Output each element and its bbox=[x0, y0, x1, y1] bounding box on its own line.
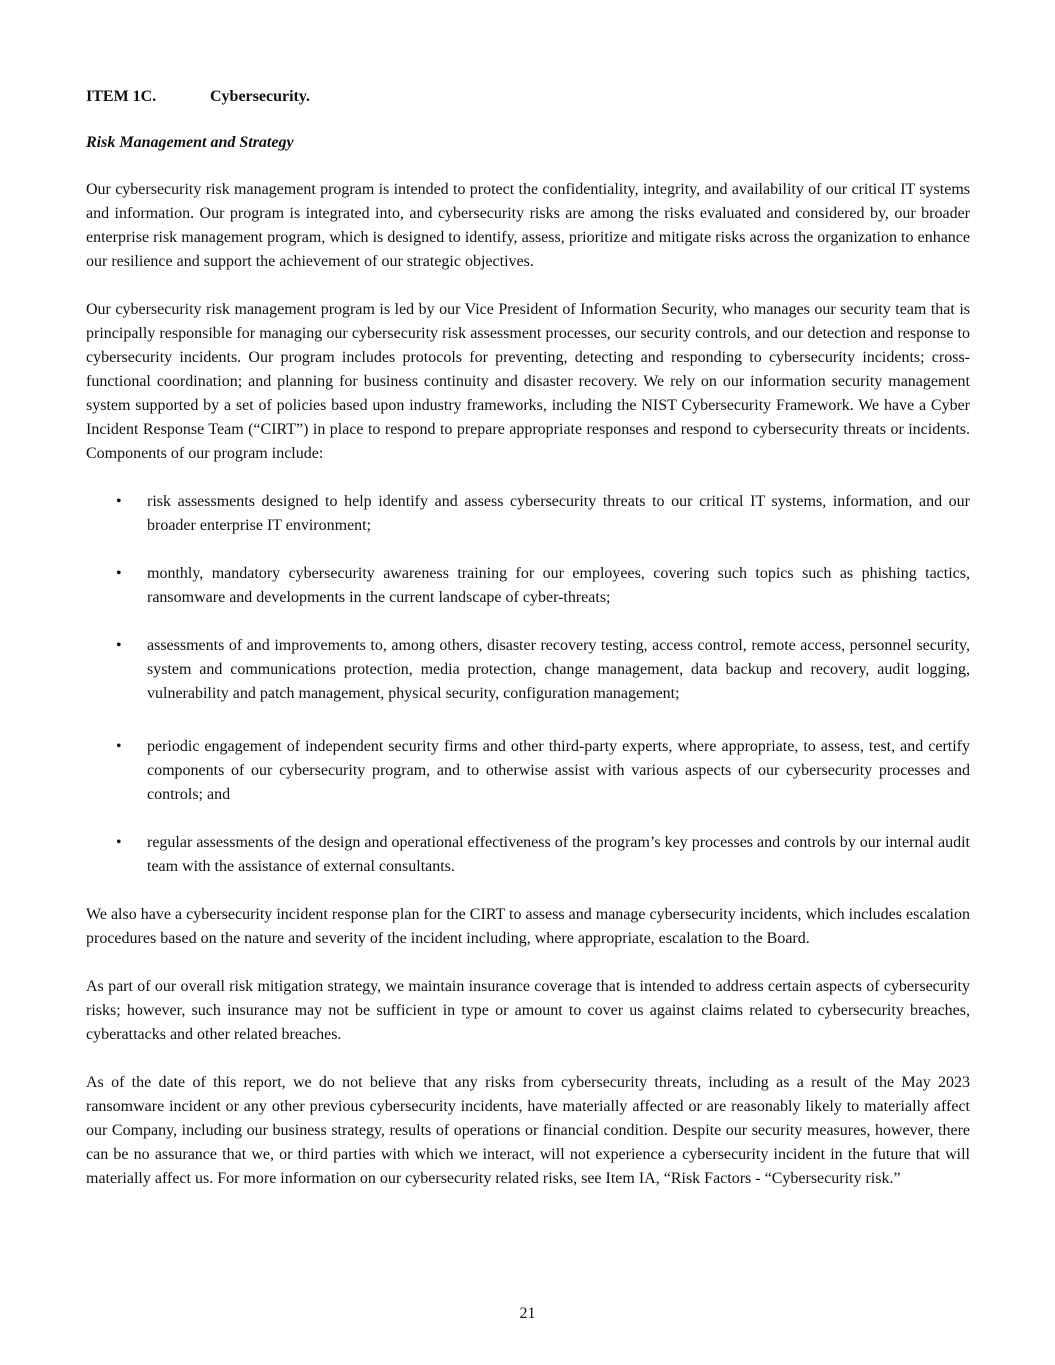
bullet-icon: • bbox=[116, 493, 122, 510]
list-item bbox=[86, 634, 970, 706]
bullet-icon: • bbox=[116, 565, 122, 582]
list-item-text: regular assessments of the design and operational effectiveness of the program’s key processes and controls by our internal audit team with the assistance of external consultants. bbox=[147, 834, 970, 875]
bullet-icon: • bbox=[116, 738, 122, 755]
paragraph: As part of our overall risk mitigation strategy, we maintain insurance coverage that is intended to address certain aspects of cybersecurity risks; however, such insurance may not be sufficient in type or amount to cover us against claims related to cybersecurity breaches, cyberattacks and other related breaches. bbox=[86, 978, 970, 1043]
bullet-icon: • bbox=[116, 834, 122, 851]
paragraph: We also have a cybersecurity incident response plan for the CIRT to assess and manage cybersecurity incidents, which includes escalation procedures based on the nature and severity of the incident including, where appropriate, escalation to the Board. bbox=[86, 906, 970, 947]
list-item bbox=[86, 562, 970, 610]
list-item bbox=[86, 735, 970, 807]
list-item bbox=[86, 831, 970, 879]
section-heading bbox=[86, 85, 970, 109]
list-item-text: periodic engagement of independent security firms and other third-party experts, where appropriate, to assess, test, and certify components of our cybersecurity program, and to otherwise assist with various aspects of our cybersecurity processes and controls; and bbox=[147, 738, 970, 803]
item-title: Cybersecurity. bbox=[210, 88, 310, 105]
paragraph: Our cybersecurity risk management program is intended to protect the confidentiality, integrity, and availability of our critical IT systems and information. Our program is integrated into, and cybersecurity risks are among the risks evaluated and considered by, our broader enterprise risk management program, which is designed to identify, assess, prioritize and mitigate risks across the organization to enhance our resilience and support the achievement of our strategic objectives. bbox=[86, 181, 970, 270]
page-number: 21 bbox=[519, 1305, 536, 1322]
item-number: ITEM 1C. bbox=[86, 88, 157, 105]
list-item-text: risk assessments designed to help identify and assess cybersecurity threats to our critical IT systems, information, and our broader enterprise IT environment; bbox=[147, 493, 970, 534]
subsection-heading: Risk Management and Strategy bbox=[86, 134, 294, 151]
list-item-text: assessments of and improvements to, among others, disaster recovery testing, access control, remote access, personnel security, system and communications protection, media protection, change management, data backup and recovery, audit logging, vulnerability and patch management, physical security, configuration management; bbox=[147, 637, 970, 702]
paragraph: As of the date of this report, we do not believe that any risks from cybersecurity threats, including as a result of the May 2023 ransomware incident or any other previous cybersecurity incidents, have materially affected or are reasonably likely to materially affect our Company, including our business strategy, results of operations or financial condition. Despite our security measures, however, there can be no assurance that we, or third parties with which we interact, will not experience a cybersecurity incident in the future that will materially affect us. For more information on our cybersecurity related risks, see Item IA, “Risk Factors - “Cybersecurity risk.” bbox=[86, 1074, 970, 1187]
program-components-list bbox=[86, 490, 970, 879]
document-page bbox=[86, 85, 970, 1215]
bullet-icon: • bbox=[116, 637, 122, 654]
list-item bbox=[86, 490, 970, 538]
list-item-text: monthly, mandatory cybersecurity awareness training for our employees, covering such topics such as phishing tactics, ransomware and developments in the current landscape of cyber-threats; bbox=[147, 565, 970, 606]
paragraph: Our cybersecurity risk management program is led by our Vice President of Information Security, who manages our security team that is principally responsible for managing our cybersecurity risk assessment processes, our security controls, and our detection and response to cybersecurity incidents. Our program includes protocols for preventing, detecting and responding to cybersecurity incidents; cross-functional coordination; and planning for business continuity and disaster recovery. We rely on our information security management system supported by a set of policies based upon industry frameworks, including the NIST Cybersecurity Framework. We have a Cyber Incident Response Team (“CIRT”) in place to respond to prepare appropriate responses and respond to cybersecurity threats or incidents. Components of our program include: bbox=[86, 301, 970, 462]
